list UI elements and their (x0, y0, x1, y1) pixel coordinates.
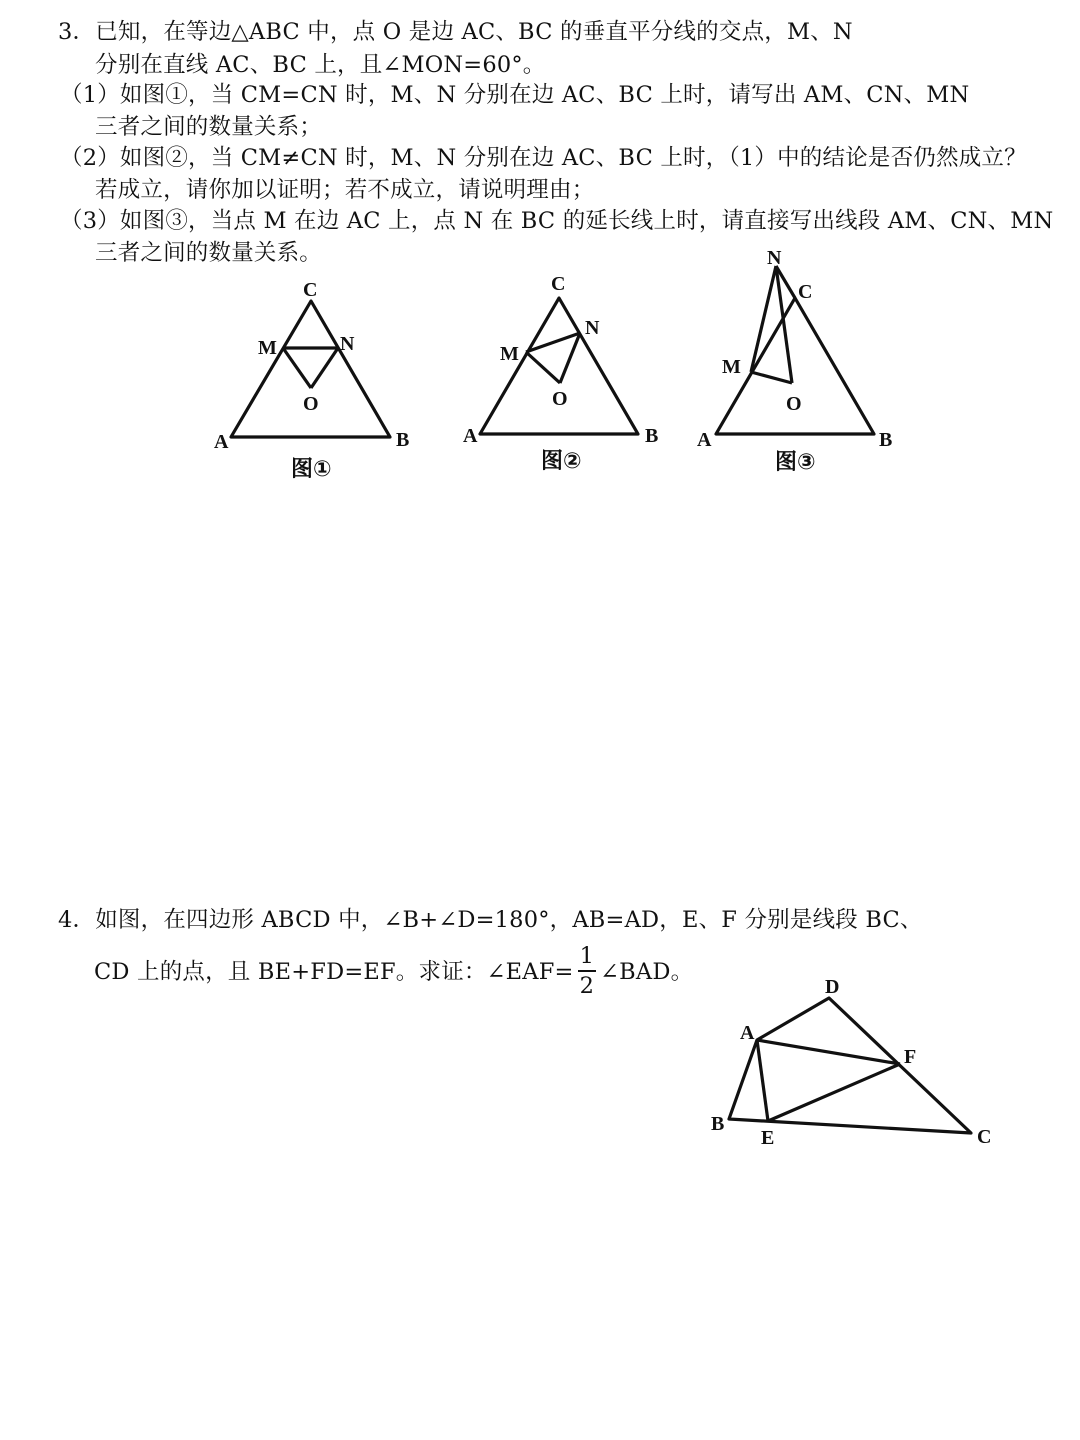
fig3-label-m: M (722, 356, 741, 378)
fig2-segment-mo (526, 352, 560, 383)
fig1-triangle-abc (231, 301, 390, 437)
fig1-segment-mo (283, 348, 311, 388)
fig1-label-o: O (303, 393, 319, 415)
figure-3-caption: 图③ (775, 450, 816, 475)
fig1-segment-no (311, 348, 338, 388)
fig3-label-n: N (767, 247, 782, 269)
fig2-label-b: B (645, 425, 659, 447)
fig1-label-c: C (303, 279, 318, 301)
fig1-label-n: N (340, 333, 355, 355)
problem3-line1: 3．已知，在等边△ABC 中，点 O 是边 AC、BC 的垂直平分线的交点，M、N (58, 19, 853, 45)
fig1-label-b: B (396, 429, 410, 451)
p4-label-d: D (825, 976, 840, 998)
p4-label-f: F (904, 1046, 917, 1068)
fraction-numerator: 1 (578, 945, 597, 972)
problem4-line1: 4．如图，在四边形 ABCD 中，∠B+∠D=180°，AB=AD，E、F 分别是线段 BC、 (58, 907, 923, 933)
p4-label-c: C (977, 1126, 992, 1148)
figure-2-caption: 图② (541, 449, 582, 474)
fig2-triangle-abc (480, 298, 638, 434)
fig3-label-b: B (879, 429, 893, 451)
fig1-label-m: M (258, 337, 277, 359)
problem4-line2-prefix: CD 上的点，且 BE+FD=EF。求证：∠EAF= (94, 959, 574, 985)
fraction-one-half (578, 945, 597, 997)
fig2-label-c: C (551, 273, 566, 295)
fig3-segment-nm (751, 266, 776, 372)
fig3-label-a: A (697, 429, 712, 451)
fig1-label-a: A (214, 431, 229, 453)
figure-1-caption: 图① (291, 457, 332, 482)
problem3-line2: 分别在直线 AC、BC 上，且∠MON=60°。 (95, 52, 546, 78)
p4-label-b: B (711, 1113, 725, 1135)
problem3-part1-line2: 三者之间的数量关系； (95, 114, 323, 140)
fig2-label-m: M (500, 343, 519, 365)
problem3-part1-line1: （1）如图①，当 CM=CN 时，M、N 分别在边 AC、BC 上时，请写出 AM、CN、MN (60, 82, 970, 108)
problem3-part3-line2: 三者之间的数量关系。 (95, 240, 323, 266)
fig3-label-o: O (786, 393, 802, 415)
problem3-part2-line2: 若成立，请你加以证明；若不成立，请说明理由； (95, 177, 595, 203)
fraction-denominator: 2 (579, 972, 595, 999)
p4-label-a: A (740, 1022, 755, 1044)
fig2-label-o: O (552, 388, 568, 410)
fig2-label-a: A (463, 425, 478, 447)
p4-label-e: E (761, 1127, 775, 1149)
problem3-part3-line1: （3）如图③，当点 M 在边 AC 上，点 N 在 BC 的延长线上时，请直接写出线段 AM、CN、MN (60, 208, 1054, 234)
fig2-label-n: N (585, 317, 600, 339)
problem3-part2-line1: （2）如图②，当 CM≠CN 时，M、N 分别在边 AC、BC 上时，（1）中的结论是否仍然成立？ (60, 145, 1027, 171)
problem4-line2 (94, 940, 693, 1004)
p4-segment-ae (757, 1040, 768, 1121)
fig3-label-c: C (798, 281, 813, 303)
problem4-line2-suffix: ∠BAD。 (600, 959, 694, 985)
p4-segment-ef (768, 1064, 900, 1121)
fig3-segment-mo (751, 372, 792, 383)
